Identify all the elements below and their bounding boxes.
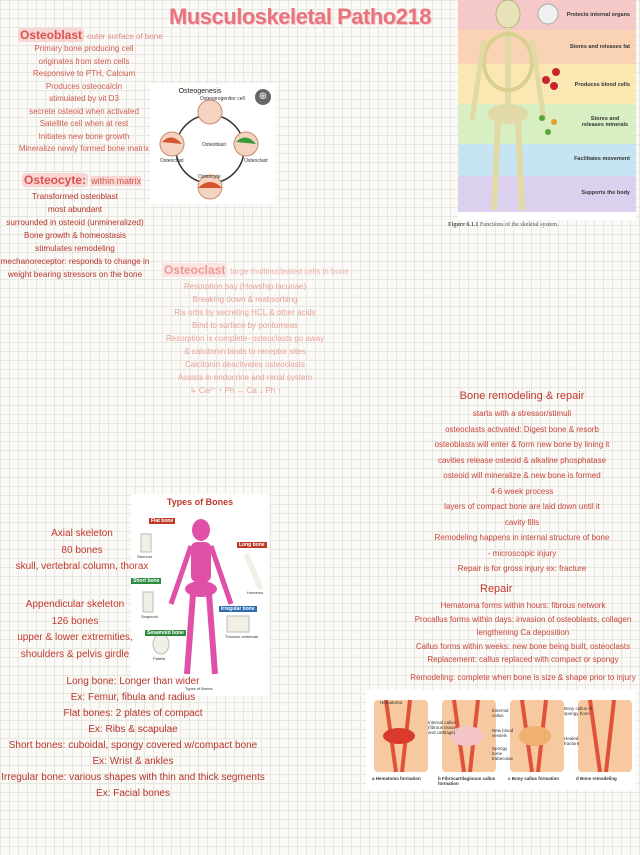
fracture-stage	[438, 776, 504, 786]
osteogenesis-title: Osteogenesis	[178, 88, 222, 95]
note-line: 80 bones	[61, 544, 103, 556]
note-line: osteoblasts will enter & form new bone by lining it	[434, 440, 610, 449]
osteoclast-notes	[160, 280, 330, 397]
fracture-label: Bony callus of spongy bone	[564, 706, 593, 716]
bone-type-label: Long bone	[239, 542, 265, 548]
note-line: Bind to surface by pontomeas	[192, 321, 298, 330]
axial-notes	[0, 526, 164, 576]
bone-example-label: Thoracic vertebrae	[225, 634, 259, 639]
function-label: Stores and releases fat	[569, 44, 630, 50]
stage-label: Osteocyte	[198, 174, 221, 180]
function-label: Facilitates movement	[574, 156, 630, 162]
note-line: starts with a stressor/stimuli	[472, 409, 572, 418]
osteoblast-heading	[18, 28, 163, 42]
note-line: Repair is for gross injury ex: fracture	[457, 564, 587, 573]
note-line: osteoid will mineralize & new bone is formed	[443, 471, 601, 480]
note-line: skull, vertebral column, thorax	[15, 561, 149, 572]
note-line: lengthening Ca deposition	[476, 628, 570, 637]
fracture-stage	[508, 776, 568, 781]
stage-label: Osteoprogenitor cell	[200, 96, 245, 102]
fracture-label: External callus	[492, 708, 509, 718]
note-line: shoulders & pelvis girdle	[20, 648, 130, 660]
repair-heading: Repair	[480, 583, 513, 595]
note-line: ↳ Ca²⁺ ↑ Ph ↔ Ca ↓ Ph ↑	[190, 386, 282, 395]
stage-number: b	[438, 776, 441, 781]
note-line: Mineralize newly formed bone matrix	[18, 144, 150, 153]
osteoclast-heading	[162, 263, 349, 277]
note-line: cavity fills	[504, 517, 540, 527]
fracture-repair-figure	[366, 690, 636, 790]
function-label: Produces blood cells	[574, 82, 630, 88]
stage-name: Hematoma formation	[375, 776, 421, 781]
types-of-bones-figure	[131, 494, 269, 696]
osteocyte-title: Osteocyte:	[24, 173, 87, 187]
note-line: Flat bones: 2 plates of compact	[63, 708, 203, 719]
note-line: Callus forms within weeks: new bone being built, osteoclasts	[415, 641, 631, 651]
note-line: 4-6 week process	[490, 486, 554, 496]
remodeling-heading: Bone remodeling & repair	[459, 390, 585, 402]
note-line: stimulates remodeling	[35, 244, 115, 253]
bone-type-label: Irregular bone	[221, 606, 255, 612]
note-line: & calcitonin binds to receptor sites	[184, 347, 306, 356]
bone-example-label: Sternum	[137, 554, 153, 559]
note-line: originates from stem cells	[38, 56, 130, 66]
note-line: Bone growth & homeostasis	[24, 231, 126, 240]
repair-notes	[408, 599, 638, 684]
note-line: Short bones: cuboidal, spongy covered w/compact bone	[8, 740, 258, 751]
fracture-stage	[576, 776, 636, 781]
skeleton-figure-caption	[448, 222, 558, 228]
fracture-label: Spongy bone trabeculae	[492, 746, 514, 761]
note-line: Remodeling happens in internal structure of bone	[434, 533, 610, 542]
stage-number: d	[576, 776, 579, 781]
stage-name: Bony callus formation	[511, 776, 560, 781]
bone-example-label: Humerus	[247, 590, 264, 595]
caption-label: Figure 6.1.1	[448, 222, 479, 228]
note-line: - microscopic injury	[487, 548, 557, 558]
fracture-stage	[372, 776, 432, 781]
types-figure-title: Types of Bones	[166, 497, 234, 507]
note-line: secrete osteoid when activated	[29, 106, 139, 116]
note-line: Hematoma forms within hours: fibrous network	[440, 601, 606, 610]
note-line: Ris orbs by secreting HCL & other acids	[174, 308, 316, 317]
osteoclast-title: Osteoclast	[164, 263, 226, 277]
fracture-label: Healed fracture	[564, 736, 580, 746]
note-line: Irregular bone: various shapes with thin and thick segments	[1, 772, 265, 783]
stage-number: a	[372, 776, 375, 781]
stage-name: Fibrocartilaginous callus formation	[438, 776, 496, 786]
note-line: layers of compact bone are laid down until it	[444, 502, 600, 511]
stage-label: Osteoclast	[160, 158, 184, 164]
note-line: most abundant	[47, 205, 103, 214]
note-line: stimulated by vit D3	[49, 94, 119, 103]
caption-text: Functions of the skeletal system.	[479, 222, 559, 228]
magnifier-icon[interactable]: ⊕	[255, 89, 271, 105]
stage-number: c	[508, 776, 511, 781]
note-line: Primary bone producing cell	[34, 44, 134, 53]
note-line: Satellite cell when at rest	[39, 119, 129, 128]
note-line: upper & lower extremities,	[17, 632, 133, 643]
note-line: Resorption bay (Howship lacunae)	[183, 282, 307, 291]
note-line: Breaking down & reabsorbing	[192, 295, 298, 304]
fracture-label: Internal callus (fibrous tissue and cartilage)	[428, 720, 457, 735]
note-line: Ex: Wrist & ankles	[92, 756, 174, 767]
note-line: surrounded in osteoid (unmineralized)	[6, 218, 144, 227]
osteocyte-notes	[0, 190, 150, 281]
note-line: Long bone: Longer than wider	[66, 676, 200, 687]
fracture-label: Hematoma	[380, 700, 403, 705]
note-line: Produces osteocalcin	[45, 81, 123, 91]
note-line: Remodeling: complete when bone is size & shape prior to injury	[410, 672, 636, 682]
note-line: 126 bones	[51, 615, 99, 627]
bone-types-notes	[0, 674, 266, 802]
osteoblast-subtitle: outer surface of bone	[87, 32, 163, 41]
skeleton-illustration	[458, 0, 568, 215]
stage-label: Osteoblast	[202, 142, 226, 148]
note-line: Ex: Femur, fibula and radius	[70, 692, 196, 703]
bone-example-label: Scaphoid	[141, 614, 158, 619]
osteoclast-subtitle: large multinucleated cells in bone	[230, 267, 349, 276]
note-line: osteoclasts activated: Digest bone & resorb	[445, 424, 599, 434]
skeleton-functions-figure	[458, 0, 636, 220]
stage-label: Osteoclast	[244, 158, 268, 164]
appendicular-notes	[0, 597, 150, 663]
note-line: Initiates new bone growth	[38, 131, 130, 141]
function-label: Supports the body	[581, 190, 630, 196]
note-line: Transformed osteoblast	[32, 192, 118, 201]
note-line: Replacement: callus replaced with compact or spongy	[427, 655, 619, 664]
note-line: weight bearing stressors on the bone	[7, 270, 143, 279]
note-line: Calcitonin deactivates osteoclasts	[184, 360, 306, 369]
osteoblast-notes	[4, 43, 164, 156]
bone-type-label: Short bone	[133, 578, 160, 584]
note-line: Procallus forms within days: invasion of osteoblasts, collagen	[414, 614, 632, 624]
osteocyte-subtitle: within matrix	[91, 176, 142, 186]
function-label: Stores and releases minerals	[581, 116, 629, 128]
note-line: Appendicular skeleton	[25, 599, 125, 610]
note-line: cavities release osteoid & alkaline phosphatase	[437, 455, 607, 465]
note-line: Ex: Facial bones	[96, 788, 170, 799]
note-line: mechanoreceptor: responds to change in	[0, 257, 150, 266]
bone-example-label: Patella	[153, 656, 166, 661]
function-label: Protects internal organs	[566, 12, 630, 18]
note-line: Assists in endocrine and renal system	[177, 373, 313, 382]
stage-name: Bone remodeling	[580, 776, 617, 781]
bone-type-label: Sesamoid bone	[147, 630, 184, 636]
note-line: Axial skeleton	[51, 528, 113, 539]
osteocyte-heading	[22, 173, 141, 187]
osteoblast-title: Osteoblast	[20, 28, 83, 42]
page-title: Musculoskeletal Patho218	[169, 4, 431, 29]
fracture-label: New blood vessels	[492, 728, 514, 738]
remodeling-notes	[412, 406, 632, 577]
note-line: Resorption is complete- osteoclasts go away	[165, 334, 325, 343]
bone-type-label: Flat bone	[151, 518, 174, 524]
types-figure-caption: Types of Bones	[185, 686, 213, 691]
note-line: Responsive to PTH, Calcium	[32, 69, 136, 78]
note-line: Ex: Ribs & scapulae	[88, 724, 178, 735]
